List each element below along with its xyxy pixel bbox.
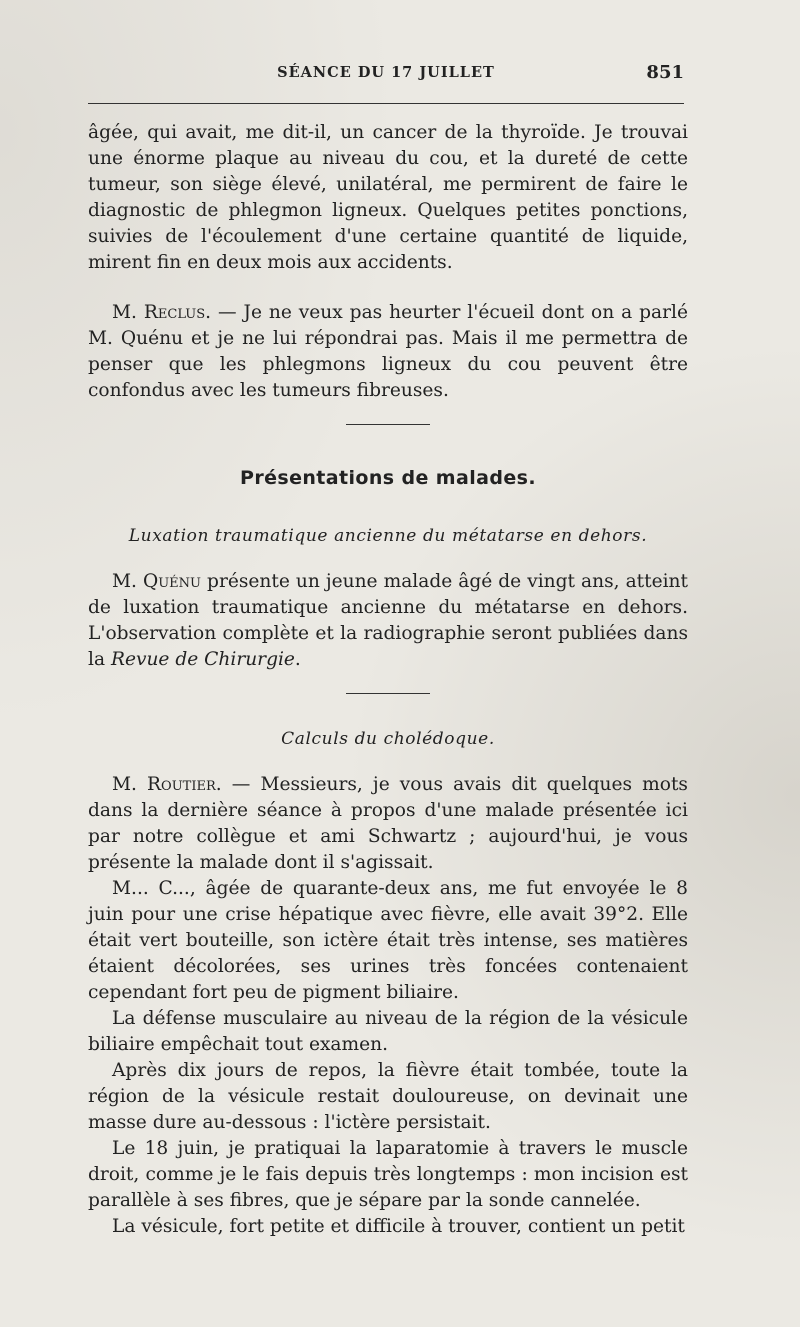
paragraph-text-end: . — [294, 649, 301, 670]
paragraph-reclus — [88, 300, 688, 404]
speaker-prefix: M. — [112, 302, 144, 323]
paragraph-repos: Après dix jours de repos, la fièvre était tombée, toute la région de la vésicule restait douloureuse, on devinait une masse dure au-dessous : l'ictère persistait. — [88, 1060, 688, 1133]
page-number: 851 — [646, 62, 684, 83]
speaker-prefix: M. — [112, 571, 143, 592]
speaker-name: Routier. — [147, 774, 222, 795]
paragraph-vesicule: La vésicule, fort petite et difficile à trouver, contient un petit — [112, 1216, 685, 1237]
speaker-name: Quénu — [142, 571, 202, 592]
paragraph-thyroid-case: âgée, qui avait, me dit-il, un cancer de la thyroïde. Je trouvai une énorme plaque au niveau du cou, et la dureté de cette tumeur, son siège élevé, unilatéral, me permirent de faire le diagnostic de phlegmon ligneux. Quelques petites ponctions, suivies de l'écoulement d'une certaine quantité de liquide, mirent fin en deux mois aux accidents. — [88, 122, 688, 273]
speaker-prefix: M. — [112, 774, 148, 795]
paragraph-text: présente un jeune malade âgé de vingt ans, atteint de luxation traumatique ancienne du métatarse en dehors. L'observation complète et la radiographie seront publiées dans la — [88, 571, 688, 670]
journal-title: Revue de Chirurgie — [110, 649, 295, 670]
paragraph-case-history: M... C..., âgée de quarante-deux ans, me fut envoyée le 8 juin pour une crise hépatique avec fièvre, elle avait 39°2. Elle était vert bouteille, son ictère était très intense, ses matières étaient décolorées, ses urines très foncées contenaient cependant fort peu de pigment biliaire. — [88, 878, 688, 1003]
subtitle-luxation: Luxation traumatique ancienne du métatarse en dehors. — [128, 526, 648, 546]
running-header — [88, 64, 684, 88]
section-title: Présentations de malades. — [240, 467, 536, 489]
paragraph-text: — Je ne veux pas heurter l'écueil dont on a parlé M. Quénu et je ne lui répondrai pas. Mais il me permettra de penser que les phlegmons ligneux du cou peuvent être confondus avec les tumeurs fibreuses. — [88, 302, 688, 401]
paragraph-text: — Messieurs, je vous avais dit quelques mots dans la dernière séance à propos d'une malade présentée ici par notre collègue et ami Schwartz ; aujourd'hui, je vous présente la malade dont il s'agissait. — [88, 774, 688, 873]
header-title: SÉANCE DU 17 JUILLET — [277, 64, 495, 81]
paragraph-quenu — [88, 569, 688, 673]
subtitle-calculs: Calculs du cholédoque. — [281, 729, 495, 749]
paragraph-laparatomie: Le 18 juin, je pratiquai la laparatomie à travers le muscle droit, comme je le fais depuis très longtemps : mon incision est parallèle à ses fibres, que je sépare par la sonde cannelée. — [88, 1138, 688, 1211]
header-rule — [88, 103, 684, 104]
speaker-name: Reclus. — [143, 302, 212, 323]
page-body — [88, 120, 688, 1240]
paragraph-defense: La défense musculaire au niveau de la région de la vésicule biliaire empêchait tout examen. — [88, 1008, 688, 1055]
paragraph-routier — [88, 772, 688, 876]
